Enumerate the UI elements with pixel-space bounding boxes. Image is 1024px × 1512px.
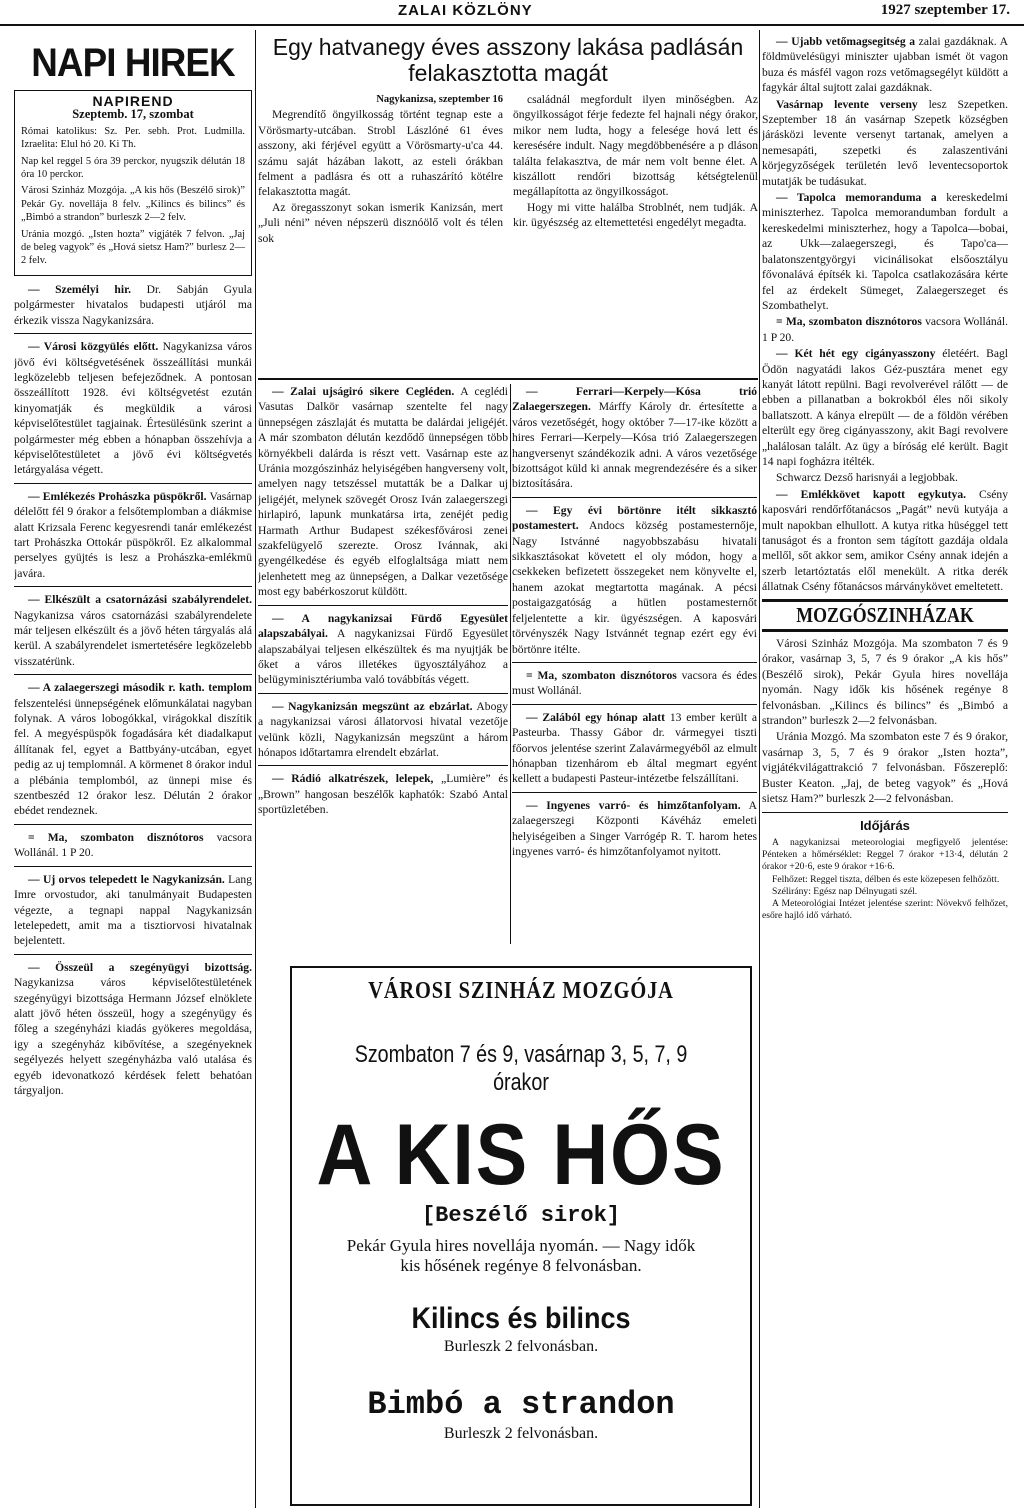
column-2	[258, 384, 508, 944]
weather-title: Időjárás	[860, 817, 910, 833]
news-item	[762, 34, 1008, 96]
ad-subtitle: [Beszélő sirok]	[421, 1203, 621, 1228]
news-item-heading: — Elkészült a csatornázási szabályrendelet.	[28, 593, 252, 607]
news-item-text: felszentelési ünnepségének előmunkálatai nagyban folynak. A város lobogókkal, virágokkal diszítik fel. A megyéspüspök fogadására két diadalkaput állítanak fel, egyet a Battbyány-utcában, egyet pedig az uj templomnál. A körmenet 8 órakor indul a plébánia templomból, az ünnepi mise és szentbeszéd 12 órakor lesz. Délután 2 órakor ebédet rendeznek.	[14, 696, 252, 818]
news-item-text: Vasárnap délelőtt fél 9 órakor a felsőtemplomban a diákmise alatt Krizsala Ferenc kegyesrendi tanár emlékezést tart Prohászka Ottokár püspökről. Ez alkalommal perselyes gyüjtés is lesz a Prohászka-emlékmü javára.	[14, 489, 252, 580]
news-item	[258, 611, 508, 688]
news-item-text: Lang Imre orvostudor, aki tanulmányait Budapesten végezte, a tegnapi nappal Nagykanizsán letelepedett, amit ma a tisztiorvosi hivatalnak bejelentett.	[14, 872, 252, 948]
news-items	[762, 34, 1008, 595]
news-item-heading: = Ma, szombaton disznótoros	[28, 830, 204, 844]
news-item-text: A ceglédi Vasutas Dalkör vasárnap szentelte fel nagy ünnepségen zászlaját és mutatta be dalárdai jeligéjét. A már szombaton délután kezdődő ünnepségen több környékbeli dalárda is részt vett. Vasárnap este az Uránia mozgószinház helyiségében hangverseny volt, amelyen nagy tetszéssel mutatták be a Dalkar uj jeligéjét, melynek szövegét Orosz Iván zalaegerszegi hirlapiró, lapunk munkatársa irta, zenéjét pedig Harmath Arthur Budapest székesfővárosi zenei szakfelügyelő szerezte. Orosz Ivánnak, aki gyengélkedése és egyéb elfoglaltsága miatt nem jelenhetett meg az ünnepségen, a Dalkar vezetősége most egy babérkoszorut küldött.	[258, 385, 508, 599]
item-rule	[14, 954, 252, 955]
news-item-text: Nagykanizsa város jövő évi költségvetésének összeállítási munkái legközelebb teljesen befejeződnek. A pontosan összeállított 1928. évi költségvetést ezután kinyomatják és megküldik a városi képviselőtestület tagjainak. Értesülésünk szerint a polgármester még ebben a hónapban összehívja a képviselőtestületet a jövő évi költségvetés letárgyalása végett.	[14, 340, 252, 477]
news-item	[512, 798, 757, 860]
weather-report	[762, 837, 1008, 922]
news-item	[762, 97, 1008, 189]
news-item-heading: = Ma, szombaton disznótoros	[776, 315, 922, 329]
news-item-heading: — Két hét egy cigányasszony	[776, 347, 936, 361]
news-item-text: „Lumière” és „Brown” hangosan beszélők kaphatók: Szabó Antal sportüzletében.	[258, 772, 508, 817]
mozgo-title: MOZGÓSZINHÁZAK	[796, 602, 974, 627]
news-item	[14, 489, 252, 581]
item-rule	[14, 674, 252, 675]
ad-times: Szombaton 7 és 9, vasárnap 3, 5, 7, 9 órakor	[354, 1041, 688, 1096]
napirend-urania: Uránia mozgó. „Isten hozta” vigjáték 7 felvon. „Jaj de beleg vagyok” és „Hová sietsz Ham?” burlesz 2—2 felv.	[21, 228, 245, 267]
news-item-text: lesz Szepetken. Szeptember 18 án vasárnap Szepetk községben járásközi levente versenyt tartanak, amelyen a nemesapáti, szepetki és zalaszentiváni körjegyzőségek területén levő leventecsoportok mutatják be tudásukat.	[762, 97, 1008, 188]
napirend-sun: Nap kel reggel 5 óra 39 perckor, nyugszik délután 18 óra 10 perckor.	[21, 155, 245, 181]
news-item-heading: — A nagykanizsai Fürdő Egyesület alapszabályai.	[258, 611, 508, 641]
napirend-calendar: Római katolikus: Sz. Per. sebh. Prot. Ludmilla. Izraelita: Elul hó 20. Ki Th.	[21, 125, 245, 151]
news-item	[762, 314, 1008, 345]
news-item	[762, 487, 1008, 595]
item-rule	[14, 483, 252, 484]
news-item-text: vacsora Wollánál. 1 P 20.	[14, 830, 252, 860]
column-divider	[255, 30, 256, 1508]
lead-rule	[258, 378, 758, 380]
napirend-box	[14, 90, 252, 276]
news-item	[512, 503, 757, 657]
news-item	[14, 830, 252, 861]
news-item-heading: — Városi közgyülés előtt.	[28, 340, 159, 354]
news-item	[258, 699, 508, 761]
ad-burlesque-1: Kilincs és bilincs	[411, 1302, 631, 1335]
lead-paragraph: családnál megfordult ilyen minőségben. Az öngyilkosságot férje fedezte fel hajnali négy órakor, mikor nem ludta, hogy a felesége hová lett és keresésére indult. Nagy megdöbbenésére a p dláson találta felakasztva, de már nem volt benne élet. A kiszállott rendőri bizottság kétségtelenül megállapította az öngyilkosságot.	[513, 93, 758, 199]
news-item-heading: — A zalaegerszegi második r. kath. templom	[28, 681, 252, 695]
lead-article	[258, 34, 758, 246]
lead-paragraph: Megrendítő öngyilkosság történt tegnap este a Vörösmarty-utcában. Strobl Lászlóné 61 éves asszony, aki férjével együtt a Vörösmarty-u'ca 44. számu saját házában lakott, az esteli órákban felment a padlásra és ott a ruhaszárító kötélre felakasztotta magát.	[258, 108, 503, 199]
napirend-date: Szeptemb. 17, szombat	[72, 107, 194, 122]
news-item-heading: — Tapolca memoranduma a	[776, 191, 937, 205]
news-item	[14, 282, 252, 328]
ad-description-line: kis hősének regénye 8 felvonásban.	[400, 1256, 642, 1275]
news-item-heading: — Nagykanizsán megszünt az ebzárlat.	[272, 699, 473, 713]
item-rule	[258, 765, 508, 766]
section-rule	[762, 599, 1008, 602]
news-item-heading: — Zalából egy hónap alatt	[526, 710, 666, 724]
news-item-text: Schwarcz Dezső harisnyái a legjobbak.	[776, 471, 958, 485]
ad-description	[292, 1236, 750, 1276]
column-4	[762, 34, 1008, 1508]
item-rule	[512, 497, 757, 498]
news-item	[14, 339, 252, 478]
mozgo-entry: Városi Szinház Mozgója. Ma szombaton 7 és 9 órakor, vasárnap 3, 5, 7 és 9 órakor „A kis hős” (Beszélő sirok), Pekár Gyula hires novellája nyomán. Nagy idők kis hősének regénye 8 felvonásban. „Kilincs és bilincs” és „Bimbó a strandon” burleszk 2—2 felvonásban.	[762, 637, 1008, 728]
news-item-heading: — Uj orvos telepedett le Nagykanizsán.	[28, 872, 225, 886]
napirend-theatre: Városi Szinház Mozgója. „A kis hős (Beszélő sirok)” Pekár Gy. novellája 8 felv. „Kilincs és bilincs” és „Bimbó a strandon” burleszk 2—2 felv.	[21, 185, 245, 224]
news-item-text: A zalaegerszegi Központi Kávéház emeleti helyiségeiben a Singer Varrógép R. T. harom hetes ingyenes varró- és himzőtanfolyamot nyitott.	[512, 798, 757, 858]
news-item-heading: Vasárnap levente verseny	[776, 97, 918, 111]
weather-line: A Meteorológiai Intézet jelentése szerint: Növekvő felhőzet, esőre hajló idő várható.	[762, 897, 1008, 922]
news-item-heading: — Zalai ujságiró sikere Cegléden.	[272, 385, 455, 398]
ad-burlesque-2: Bimbó a strandon	[367, 1386, 675, 1423]
news-item-heading: — Egy évi börtönre itélt sikkasztó postamestert.	[512, 503, 757, 533]
weather-line: Felhőzet: Reggel tiszta, délben és este közepesen felhőzött.	[772, 873, 1000, 885]
news-item	[14, 592, 252, 669]
lead-right-column	[513, 92, 758, 246]
news-item-heading: — Rádió alkatrészek, lelepek,	[272, 772, 434, 786]
ad-burlesque-1-note: Burleszk 2 felvonásban.	[443, 1338, 599, 1355]
news-item	[258, 384, 508, 600]
section-rule	[762, 629, 1008, 632]
item-rule	[14, 333, 252, 334]
lead-headline: Egy hatvanegy éves asszony lakása padlásán felakasztotta magát	[272, 34, 744, 86]
mozgo-entry: Uránia Mozgó. Ma szombaton este 7 és 9 órakor, vasárnap 3, 5, 7 és 9 órakor „Isten hozta”, vigjátékvilágattrakció 7 felvonásban. Főszereplő: Buster Keaton. „Jaj, de beteg vagyok” és „Hová sietsz Ham?” burleszk 2—2 felvonásban.	[762, 730, 1008, 806]
news-item	[512, 710, 757, 787]
news-item-text: életéért. Bagl Ödön nagyatádi lakos Géz-pusztára menet egy kanyát látott repülni. Bagi revolverével rálőtt — de ebben a pillanatban a bokrokból éles női sikoly ballatszott. A kánya elrepült — de a földön vérében elterült egy öreg cigányasszony, akit Bagi revolvere „halálosan talált. Az ügy a bíróság elé került. Bagit 14 napi fogházra itélték.	[762, 347, 1008, 468]
weather-line: A nagykanizsai meteorologiai megfigyelő jelentése: Pénteken a hőmérséklet: Reggel 7 órakor +13·4, délután 2 órakor +20·6, este 9 órakor +16·6.	[762, 836, 1008, 873]
news-item	[512, 384, 757, 492]
news-item-text: A nagykanizsai Fürdő Egyesület alapszabályai teljesen elkészültek és ma nyujtják be őket a város illetékes ügyosztályához a belügyminisztériumba való továbbítás végett.	[258, 627, 508, 687]
news-item-text: Dr. Sabján Gyula polgármester hivatalos budapesti utjáról ma érkezik vissza Nagykanizsára.	[14, 282, 252, 327]
news-item	[762, 346, 1008, 469]
news-item-text: vacsora Wollánál. 1 P 20.	[762, 315, 1008, 344]
news-item	[14, 960, 252, 1099]
news-item-text: zalai gazdáknak. A földmüvelésügyi miniszter ujabban ismét öt vagon buza és másfél vagon rozs vetőmagsegélyt küldött a fagykár által sujtott zalai gazdáknak.	[762, 35, 1008, 95]
ad-description-line: Pekár Gyula hires novellája nyomán. — Nagy idők	[346, 1236, 696, 1255]
news-item-text: Nagykanizsa város képviselőtestületének szegényügyi bizottsága Hermann József elnöklete alatt jövő héten összeül, hogy a szegényügy és főleg a szegényházi kiadás gyökeres megoldása, igy a szegényház kibővítése, a szegényeknek segélyezés helyett szegényházba való utalása és egyéb idevonatkozó kérdések felett behatóan tárgyaljon.	[14, 976, 252, 1097]
column-3	[512, 384, 757, 944]
news-item-text: kereskedelmi miniszterhez. Tapolca memorandumban fordult a kereskedelmi miniszterhez, hogy a Tapolca—bobai, az Ukk—zalaegerszegi, és Tapo'ca—balatonszentgyörgyi vicinálisokat elsőosztályu fővonalává építsék ki. Tapolca csatlakozására kérte fel az érdekelt Sümeget, Zalaegerszeget és Szombathelyt.	[762, 191, 1008, 312]
news-item-heading: — Ingyenes varró- és himzőtanfolyam.	[526, 798, 741, 812]
item-rule	[512, 704, 757, 705]
lead-paragraph: Az öregasszonyt sokan ismerik Kanizsán, mert „Juli néni” néven népszerü disznóölő volt és télen sok	[258, 200, 503, 245]
news-item-heading: — Ujabb vetőmagsegitség a	[776, 35, 916, 48]
news-item-text: Nagykanizsa város csatornázási szabályrendelete már teljesen elkészült és a jövő héten tárgyalás alá kerül. A szabályrendelet ismertetésére legközelebb visszatérünk.	[14, 608, 252, 668]
issue-date: 1927 szeptember 17.	[880, 2, 1010, 18]
news-item	[14, 680, 252, 819]
item-rule	[258, 605, 508, 606]
column-divider	[759, 30, 760, 1508]
item-rule	[258, 693, 508, 694]
news-item-heading: = Ma, szombaton disznótoros	[526, 668, 677, 682]
section-rule	[762, 812, 1008, 813]
column-divider	[510, 384, 511, 944]
ad-venue: VÁROSI SZINHÁZ MOZGÓJA	[368, 978, 674, 1004]
news-item-heading: — Emlékkövet kapott egykutya.	[776, 487, 967, 501]
cinema-advertisement	[290, 966, 752, 1506]
news-item-text: Abogy a nagykanizsai városi állatorvosi hivatal vezetője velünk közli, Nagykanizsán megszünt a három hónapos időtartamra elrendelt ebzárlat.	[258, 699, 508, 759]
news-item-text: Andocs község postamesternője, Nagy Istvánné nagyobbszabásu hivatali sikkasztásokat követett el oly módon, hogy a csekkeken befizetett összegeket nem könyvelte el, hanem azokat megtartotta magának. A pécsi postaigazgatóság a hütlen postamesternőt feljelentette a kir. ügyészségen. A kaposvári törvényszék Nagy Istvánnét tegnap ezért egy évi börtönre itélte.	[512, 519, 757, 656]
news-item-heading: — Személyi hir.	[28, 282, 132, 296]
masthead	[0, 2, 1024, 26]
news-item	[762, 190, 1008, 313]
paper-name: ZALAI KÖZLÖNY	[398, 2, 533, 19]
news-item-heading: — Összeül a szegényügyi bizottság.	[28, 960, 252, 974]
news-item-text: 13 ember került a Pasteurba. Thassy Gábor dr. vármegyei tiszti főorvos jelentése szerint Zalavármegyéből az elmult hónapban tizenhárom eb által megmart egyént kellett a budapesti Pasteur-intézetbe felszállítani.	[512, 710, 757, 786]
item-rule	[14, 866, 252, 867]
news-item	[258, 771, 508, 817]
news-item	[762, 470, 1008, 485]
news-item-heading: — Emlékezés Prohászka püspökről.	[28, 489, 207, 503]
item-rule	[512, 662, 757, 663]
news-item-text: Márffy Károly dr. értesítette a város vezetőségét, hogy október 7—17-ike között a hires Ferrari—Kerpely—Kósa trió Zalaegerszegen hangversenyt szándékozik adni. A város vezetősége bizottságot küld ki annak megrendezésére és a siker biztosítására.	[512, 400, 757, 491]
news-item	[512, 668, 757, 699]
section-title: NAPI HIREK	[31, 41, 235, 85]
column-1	[14, 34, 252, 1508]
weather-line: Szélirány: Egész nap Délnyugati szél.	[772, 885, 918, 897]
news-item-heading: — Ferrari—Kerpely—Kósa trió Zalaegerszegen.	[512, 385, 757, 414]
news-item	[14, 872, 252, 949]
lead-dateline: Nagykanizsa, szeptember 16	[376, 94, 503, 105]
ad-burlesque-2-note: Burleszk 2 felvonásban.	[443, 1425, 599, 1442]
item-rule	[14, 586, 252, 587]
napirend-title: NAPIREND	[92, 93, 174, 109]
item-rule	[512, 792, 757, 793]
lead-left-column	[258, 92, 503, 246]
news-item-text: vacsora és édes must Wollánál.	[512, 668, 757, 698]
lead-paragraph: Hogy mi vitte halálba Stroblnét, nem tudják. A kir. ügyészség az eltemettetési engedélyt megadta.	[513, 200, 758, 230]
ad-film-title: A KIS HŐS	[316, 1107, 726, 1203]
item-rule	[14, 824, 252, 825]
news-items	[14, 282, 252, 1099]
news-item-text: Csény kaposvári rendőrfőtanácsos „Pagát” nevü kutyája a mult napokban elhullott. A kutya ritka hüséggel tett tanuságot és a fronton sem tágított gazdája oldala mellől, sőt akkor sem, amikor Csény annak idején a szerb letartóztatás elől menekült. A ritka derék állatnak Csény főtanácsos márványkövet emeltetett.	[762, 487, 1008, 594]
